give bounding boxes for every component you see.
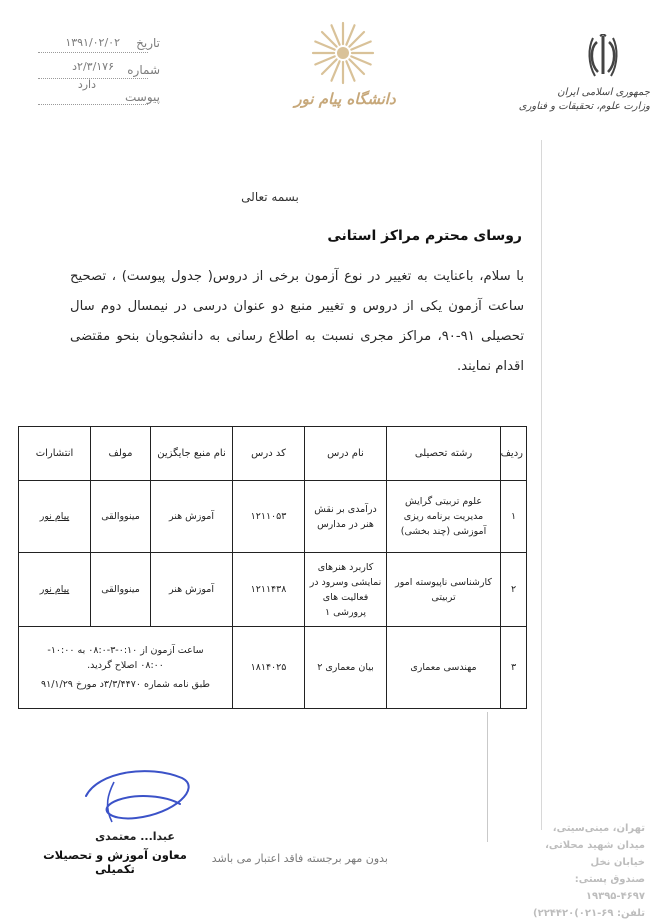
row-index: ۲ — [501, 553, 527, 627]
row-field: کارشناسی ناپیوسته امور تربیتی — [387, 553, 501, 627]
row-course: کاربرد هنرهای نمایشی وسرود در فعالیت های پرورشی ۱ — [305, 553, 387, 627]
table-row — [19, 481, 527, 553]
date-value: ۱۳۹۱/۰۲/۰۲ — [65, 36, 120, 49]
row-field: مهندسی معماری — [387, 627, 501, 709]
row-index: ۱ — [501, 481, 527, 553]
margin-rule — [541, 140, 542, 830]
basmala: بسمه تعالی — [241, 190, 299, 204]
footer-address — [520, 820, 645, 922]
row-code: ۱۲۱۱۰۵۳ — [233, 481, 305, 553]
date-label: تاریخ — [136, 36, 160, 50]
stamp-note: بدون مهر برجسته فاقد اعتبار می باشد — [211, 852, 388, 865]
number-label: شماره — [127, 63, 160, 77]
table-row — [19, 627, 527, 709]
header-author: مولف — [91, 427, 151, 481]
number-value: ۲/۳/۱۷۶د — [72, 60, 114, 73]
note-line2: ۰۸:۰۰ اصلاح گردید. — [87, 660, 164, 671]
table-row — [19, 553, 527, 627]
iran-emblem-icon — [588, 34, 618, 78]
postal-box: صندوق پستی: ۴۶۹۷-۱۹۳۹۵ — [574, 874, 645, 902]
row-field: علوم تربیتی گرایش مدیریت برنامه ریزی آموزشی (چند بخشی) — [387, 481, 501, 553]
signer-title: معاون آموزش و تحصیلات تکمیلی — [43, 848, 187, 876]
university-name: دانشگاه پیام نور — [294, 90, 396, 108]
row-course: بیان معماری ۲ — [305, 627, 387, 709]
header-code: کد درس — [233, 427, 305, 481]
row-code: ۱۲۱۱۴۳۸ — [233, 553, 305, 627]
header-source: نام منبع جایگزین — [151, 427, 233, 481]
university-logo-icon — [310, 20, 376, 86]
row-note — [19, 627, 233, 709]
attachment-value: دارد — [77, 78, 96, 91]
emblem-line1: جمهوری اسلامی ایران — [557, 87, 650, 98]
courses-table — [18, 426, 527, 709]
row-source: آموزش هنر — [151, 553, 233, 627]
note-line1: ساعت آزمون از ۰:۱۰-۳-۰۸:۰ به ۱۰:۰۰- — [47, 645, 204, 656]
table-header-row — [19, 427, 527, 481]
header-field: رشته تحصیلی — [387, 427, 501, 481]
row-publisher: پیام نور — [19, 553, 91, 627]
row-code: ۱۸۱۴۰۲۵ — [233, 627, 305, 709]
signature-icon — [78, 760, 198, 830]
attachment-line — [38, 104, 148, 105]
address-line1: تهران، مینی‌سیتی، — [552, 823, 645, 834]
note-line3: طبق نامه شماره ۳/۳/۴۴۷۰د مورخ ۹۱/۱/۲۹ — [41, 679, 210, 690]
row-publisher: پیام نور — [19, 481, 91, 553]
signer-name: عبدا... معتمدی — [95, 830, 175, 843]
row-author: مینووالقی — [91, 481, 151, 553]
phone: تلفن: ۶۹-۰۲۱)۲۲۴۴۲۰) — [533, 908, 645, 919]
row-index: ۳ — [501, 627, 527, 709]
header-course: نام درس — [305, 427, 387, 481]
margin-rule-short — [487, 712, 488, 842]
header-index: ردیف — [501, 427, 527, 481]
salutation: روسای محترم مراکز استانی — [327, 228, 522, 244]
emblem-line2: وزارت علوم، تحقیقات و فناوری — [518, 101, 650, 112]
row-author: مینووالقی — [91, 553, 151, 627]
header-publisher: انتشارات — [19, 427, 91, 481]
row-course: درآمدی بر نقش هنر در مدارس — [305, 481, 387, 553]
address-line3: خیابان نخل — [590, 857, 645, 868]
date-line — [38, 52, 148, 53]
row-source: آموزش هنر — [151, 481, 233, 553]
address-line2: میدان شهید محلاتی، — [545, 840, 645, 851]
attachment-label: پیوست — [125, 90, 160, 104]
letter-body: با سلام، باعنایت به تغییر در نوع آزمون برخی از دروس( جدول پیوست) ، تصحیح ساعت آزمون یکی از دروس و تغییر منبع دو عنوان درسی در نیمسال دوم سال تحصیلی ۹۱-۹۰، مراکز مجری نسبت به اطلاع رسانی به دانشجویان بنحو مقتضی اقدام نمایند. — [70, 269, 524, 374]
